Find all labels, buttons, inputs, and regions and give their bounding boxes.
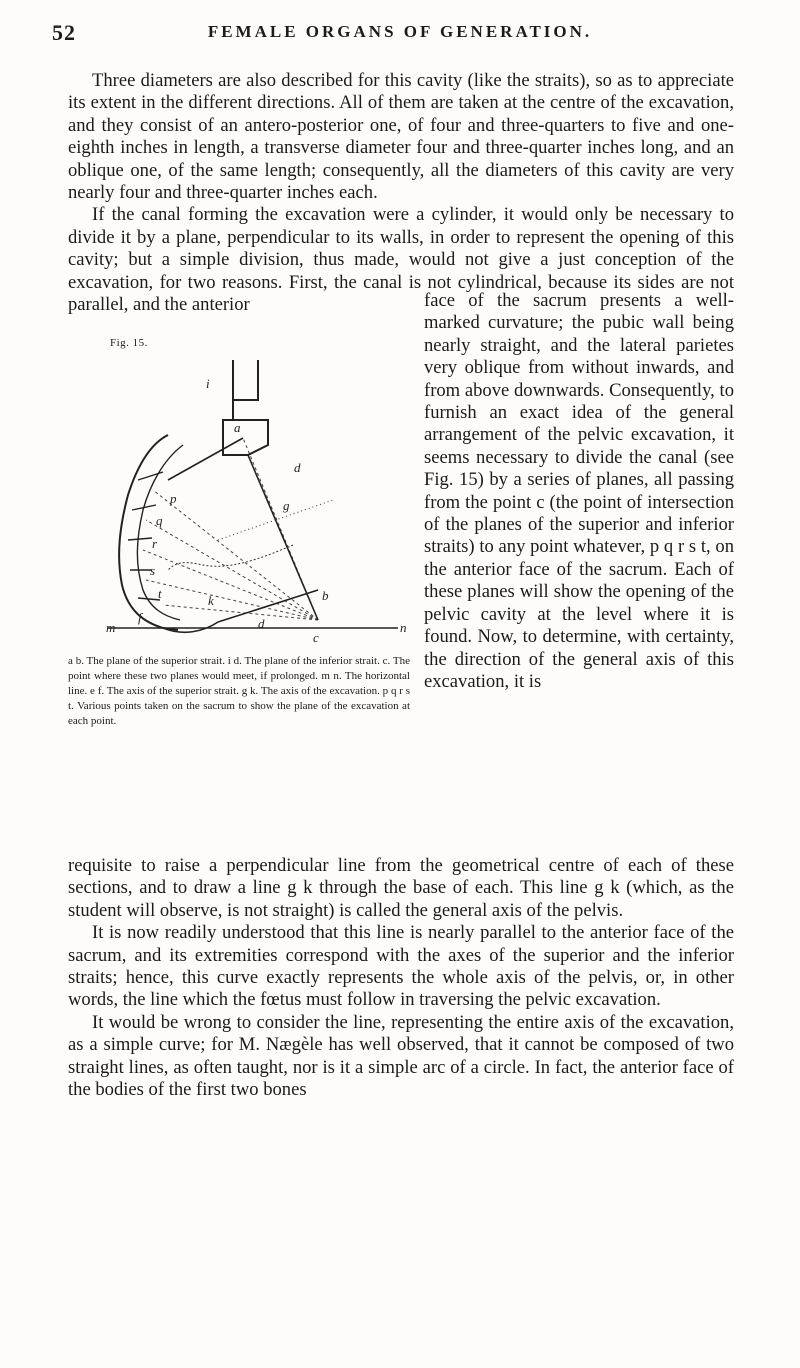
pubis-outline [233, 360, 258, 400]
letter-g: g [283, 498, 290, 513]
general-axis-curve [168, 545, 293, 570]
paragraph: requisite to raise a perpendicular line from the geometrical centre of each of these sections, and to draw a line g k through the base of each. This line g k (which, as the student will observe, is not straight) is called the general axis of the pelvis. [68, 855, 734, 921]
letter-i: i [206, 376, 210, 391]
paragraph: face of the sacrum presents a well-marked curvature; the pubic wall being nearly straight, and the lateral parietes very oblique from without inwards, and from above downwards. Consequently, to furnish an exact idea of the general arrangement of the pelvic excavation, it seems necessary to divide the canal (see Fig. 15) by a series of planes, all passing from the point c (the point of intersection of the planes of the superior and inferior straits) to any point whatever, p q r s t, on the anterior face of the sacrum. Each of these planes will show the opening of the pelvic cavity at the level where it is found. Now, to determine, with certainty, the direction of the general axis of this excavation, it is [424, 290, 734, 692]
letter-c: c [313, 630, 319, 645]
letter-e: d [294, 460, 301, 475]
figure-caption: a b. The plane of the superior strait. i d. The plane of the inferior strait. c. The point where these two planes would meet, if prolonged. m n. The horizontal line. e f. The axis of the superior strait. g k. The axis of the excavation. p q r s t. Various points taken on the sacrum to show the plane of the excavation at each point. [68, 655, 410, 727]
letter-p: p [170, 491, 177, 506]
excavation-planes [143, 438, 318, 620]
page-number: 52 [52, 20, 76, 45]
superior-strait-line [168, 438, 243, 480]
running-title: FEMALE ORGANS OF GENERATION. [207, 22, 593, 41]
letter-m: m [106, 620, 116, 635]
letter-d: d [258, 616, 265, 631]
letter-s: s [150, 563, 156, 578]
letter-n: n [400, 620, 407, 635]
side-text-block [424, 290, 734, 693]
letter-q: q [156, 513, 163, 528]
paragraph: It is now readily understood that this line is nearly parallel to the anterior face of the sacrum, and its extremities correspond with the axes of the superior and the inferior straits; hence, this curve exactly represents the whole axis of the pelvis, or, in other words, the line which the fœtus must follow in traversing the pelvic excavation. [68, 922, 734, 1011]
figure-label: Fig. 15. [110, 337, 148, 349]
letter-t: t [158, 586, 162, 601]
bottom-text-block [68, 855, 734, 1101]
page-header [52, 20, 748, 50]
letter-k: k [208, 593, 214, 608]
pubis-body [223, 400, 268, 455]
inferior-strait-line [218, 590, 318, 622]
paragraph: It would be wrong to consider the line, representing the entire axis of the excavation, as a simple curve; for M. Nægèle has well observed, that it cannot be composed of two straight lines, as often taught, nor is it a simple arc of a circle. In fact, the anterior face of the bodies of the first two bones [68, 1011, 734, 1101]
vertebra-marks [128, 472, 163, 600]
letter-r: r [152, 536, 158, 551]
pubic-wall-line [248, 455, 318, 620]
letter-a: a [234, 420, 241, 435]
top-text-block [68, 70, 734, 316]
coccyx [163, 622, 218, 632]
paragraph: If the canal forming the excavation were a cylinder, it would only be necessary to divide it by a plane, perpendicular to its walls, in order to represent the opening of this cavity; but a simple division, thus made, would not give a just conception of the excavation, for two reasons. First, the canal is not cylindrical, because its sides are not parallel, and the anterior [68, 204, 734, 316]
letter-f: f [138, 610, 142, 625]
letter-b: b [322, 588, 329, 603]
superior-axis-line [218, 500, 333, 540]
figure-15-pelvis-diagram [108, 360, 408, 650]
paragraph: Three diameters are also described for this cavity (like the straits), so as to appreciate its extent in the different directions. All of them are taken at the centre of the excavation, and they consist of an antero-posterior one, of four and three-quarters to five and one-eighth inches in length, a transverse diameter four and three-quarter inches long, and an oblique one, of the same length; consequently, all the diameters of this cavity are very nearly four and three-quarter inches each. [68, 70, 734, 204]
